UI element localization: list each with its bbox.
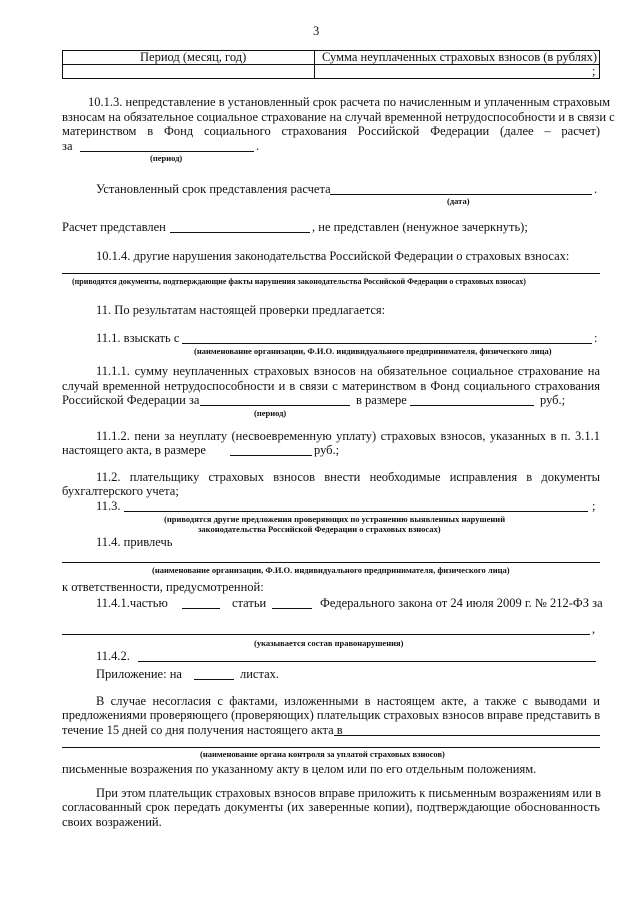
text-label: Расчет представлен (62, 220, 166, 234)
period-blank[interactable] (80, 151, 254, 152)
text-label: настоящего акта, в размере (62, 443, 206, 457)
text-line: 11.1.1. сумму неуплаченных страховых взносов на обязательное социальное страхование на (96, 364, 600, 378)
caption: (наименование организации, Ф.И.О. индивидуального предпринимателя, физического лица) (152, 565, 510, 575)
text-label: 11.4.1.частью (96, 596, 168, 610)
text-label: руб.; (314, 443, 340, 457)
text-line: письменные возражения по указанному акту в целом или по его отдельным положениям. (62, 762, 537, 776)
text-label: статьи (232, 596, 267, 610)
caption: (наименование органа контроля за уплатой страховых взносов) (200, 749, 445, 759)
sheet-count-blank[interactable] (194, 679, 234, 680)
caption: (приводятся документы, подтверждающие факты нарушения законодательства Российской Федерации о страховых взносах) (72, 277, 526, 286)
text-label: , (592, 622, 596, 636)
text-line: 10.1.3. непредставление в установленный срок расчета по начисленным и уплаченным страховым (88, 95, 611, 109)
text-label: 11.4. привлечь (96, 535, 173, 549)
text-line: к ответственности, предусмотренной: (62, 580, 264, 594)
text-label: . (256, 139, 260, 153)
submitted-date-blank[interactable] (170, 232, 310, 233)
payer-name-blank[interactable] (182, 343, 592, 344)
text-label: в размере (356, 393, 407, 407)
text-label: течение 15 дней со дня получения настоящего акта в (62, 723, 343, 737)
text-line: В случае несогласия с фактами, изложенными в настоящем акте, а также с выводами и (96, 694, 600, 708)
text-label: Приложение: на (96, 667, 182, 681)
caption: (приводятся другие предложения проверяющих по устранению выявленных нарушений (164, 514, 506, 524)
text-line: материнством в Фонд социального страхования Российской Федерации (далее – расчет) (62, 124, 600, 138)
text-line: случай временной нетрудоспособности и в связи с материнством в Фонд социального страхования (62, 379, 600, 393)
table-row-end: ; (592, 64, 596, 78)
text-label: . (594, 182, 598, 196)
text-label: : (594, 331, 598, 345)
caption: (дата) (447, 196, 470, 206)
caption: (наименование организации, Ф.И.О. индивидуального предпринимателя, физического лица) (194, 346, 552, 356)
page-number: 3 (313, 24, 320, 38)
caption: (период) (254, 408, 287, 418)
text-line: согласованный срок передать документы (их заверенные копии), подтверждающие обоснованность (62, 800, 600, 814)
text-label: Установленный срок представления расчета (96, 182, 331, 196)
section-11-heading: 11. По результатам настоящей проверки предлагается: (96, 303, 386, 317)
control-body-blank[interactable] (334, 735, 600, 736)
text-label: Федерального закона от 24 июля 2009 г. № 212-ФЗ за (320, 596, 603, 610)
caption: (период) (150, 153, 183, 163)
text-label: 11.1. взыскать с (96, 331, 180, 345)
text-line: своих возражений. (62, 815, 162, 829)
caption: законодательства Российской Федерации о страховых взносах) (198, 524, 441, 534)
violation-blank[interactable] (62, 634, 590, 635)
text-line: предложениями проверяющего (проверяющих) плательщик страховых взносов вправе представить в (62, 708, 601, 722)
text-line: взносам на обязательное социальное страхование на случай временной нетрудоспособности и в связи с (62, 110, 615, 124)
text-label: 10.1.4. другие нарушения законодательства Российской Федерации о страховых взносах: (96, 249, 570, 263)
table-header-period: Период (месяц, год) (140, 50, 247, 64)
control-body-blank-2[interactable] (62, 747, 600, 748)
liable-party-blank[interactable] (62, 562, 600, 563)
penalty-amount-blank[interactable] (230, 455, 312, 456)
amount-blank[interactable] (410, 405, 534, 406)
violations-blank[interactable] (62, 273, 600, 274)
text-line: При этом плательщик страховых взносов вправе приложить к письменным возражениям или в (96, 786, 602, 800)
text-line: бухгалтерского учета; (62, 484, 179, 498)
table-header-amount: Сумма неуплаченных страховых взносов (в рублях) (322, 50, 598, 64)
text-label: Российской Федерации за (62, 393, 200, 407)
other-proposals-blank[interactable] (124, 511, 588, 512)
part-number-blank[interactable] (182, 608, 220, 609)
caption: (указывается состав правонарушения) (254, 638, 404, 648)
text-label: листах. (240, 667, 280, 681)
text-label: руб.; (540, 393, 566, 407)
text-line: 11.1.2. пени за неуплату (несвоевременную уплату) страховых взносов, указанных в п. 3.1.1 (96, 429, 600, 443)
deadline-date-blank[interactable] (330, 194, 592, 195)
text-line: 11.2. плательщику страховых взносов внести необходимые исправления в документы (96, 470, 600, 484)
other-liability-blank[interactable] (138, 661, 596, 662)
text-label: , не представлен (ненужное зачеркнуть); (312, 220, 528, 234)
text-label: ; (592, 499, 596, 513)
article-number-blank[interactable] (272, 608, 312, 609)
text-label: 11.3. (96, 499, 121, 513)
text-label: 11.4.2. (96, 649, 130, 663)
text-label: за (62, 139, 73, 153)
period-blank[interactable] (200, 405, 350, 406)
